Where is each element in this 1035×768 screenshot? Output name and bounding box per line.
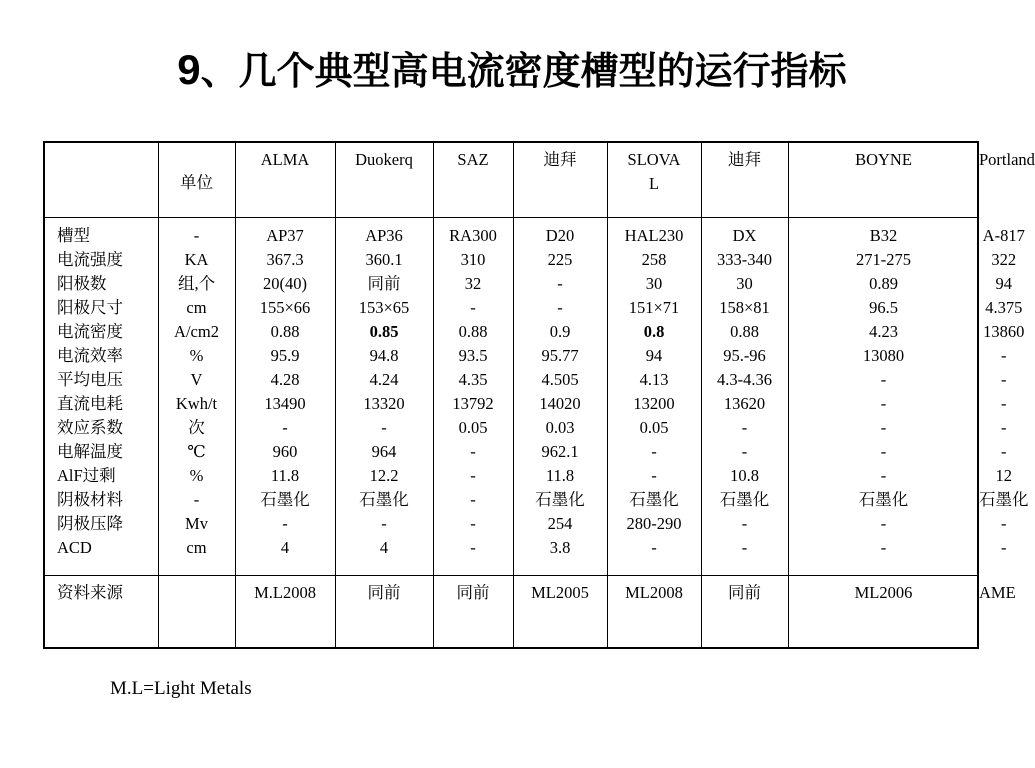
data-value: -	[1001, 538, 1007, 557]
source-text: 同前	[456, 583, 490, 602]
data-value: -	[880, 514, 887, 533]
data-value: -	[282, 418, 288, 437]
data-value: 14020	[539, 394, 581, 413]
cell-text: 单位	[180, 173, 213, 192]
data-value: 360.1	[365, 250, 403, 269]
data-value: 石墨化	[535, 490, 585, 509]
data-value: 石墨化	[719, 490, 770, 509]
data-value: 4.13	[639, 370, 669, 389]
data-column	[335, 224, 433, 560]
data-value: 12	[995, 466, 1012, 485]
data-value: -	[470, 490, 476, 509]
header-text: Portland	[979, 150, 1035, 169]
data-value: 13792	[452, 394, 494, 413]
data-value: 3.8	[549, 538, 571, 557]
source-label	[57, 581, 158, 605]
data-value: 95.-96	[723, 346, 766, 365]
data-value: 96.5	[869, 298, 898, 317]
row-label: 直流电耗	[57, 394, 123, 413]
data-value: 石墨化	[979, 490, 1029, 509]
data-value: 367.3	[266, 250, 304, 269]
header-column	[513, 148, 607, 172]
row-label: 效应系数	[57, 418, 123, 437]
data-value: 30	[736, 274, 753, 293]
data-value: 4.24	[369, 370, 399, 389]
row-label: 平均电压	[57, 370, 123, 389]
data-value: 4.505	[541, 370, 579, 389]
data-column	[513, 224, 607, 560]
row-label: 电流效率	[57, 346, 123, 365]
row-labels	[57, 224, 158, 560]
data-value: 12.2	[369, 466, 399, 485]
data-value: 153×65	[358, 298, 410, 317]
title-text: 几个典型高电流密度槽型的运行指标	[238, 49, 847, 93]
data-value: -	[557, 274, 563, 293]
data-value: 95.9	[270, 346, 300, 365]
data-value: 94.8	[369, 346, 399, 365]
data-value: 280-290	[626, 514, 682, 533]
unit-text: cm	[186, 298, 207, 317]
data-value: 322	[991, 250, 1017, 269]
source-value	[513, 581, 607, 605]
data-value: 30	[645, 274, 663, 293]
row-label: 阳极尺寸	[57, 298, 123, 317]
data-value: AP36	[365, 226, 403, 245]
data-value: -	[651, 538, 657, 557]
data-value: 0.88	[730, 322, 759, 341]
header-column	[335, 148, 433, 172]
row-label: 阳极数	[57, 274, 107, 293]
data-value: 石墨化	[359, 490, 409, 509]
unit-text: KA	[184, 250, 209, 269]
row-label: 电流强度	[57, 250, 123, 269]
data-value: 254	[547, 514, 573, 533]
data-value: 10.8	[730, 466, 759, 485]
header-text: L	[648, 174, 660, 193]
unit-text: -	[193, 226, 200, 245]
source-value	[979, 581, 1016, 605]
data-value: 962.1	[541, 442, 579, 461]
row-label: AlF过剩	[57, 466, 116, 485]
data-value: 13860	[983, 322, 1025, 341]
source-text: AME	[979, 583, 1016, 602]
unit-text: A/cm2	[174, 322, 219, 341]
data-value: 11.8	[270, 466, 300, 485]
source-text: 同前	[367, 583, 401, 602]
data-value: 20(40)	[263, 274, 307, 293]
data-value: 13490	[264, 394, 306, 413]
unit-text: ℃	[187, 442, 206, 461]
data-value: 0.89	[869, 274, 898, 293]
data-value: -	[741, 514, 748, 533]
source-value	[701, 581, 788, 605]
data-value: 333-340	[717, 250, 772, 269]
header-column	[433, 148, 513, 172]
data-value: -	[381, 418, 387, 437]
data-value: DX	[732, 226, 757, 245]
header-column	[788, 148, 979, 172]
source-value	[335, 581, 433, 605]
data-column	[607, 224, 701, 560]
header-text: 迪拜	[728, 150, 761, 169]
data-value: -	[470, 514, 476, 533]
title-number: 9	[177, 46, 201, 93]
data-column	[433, 224, 513, 560]
header-text: SAZ	[457, 150, 489, 169]
data-column	[788, 224, 979, 560]
data-value: 11.8	[545, 466, 575, 485]
data-value: -	[880, 538, 887, 557]
data-value: 310	[460, 250, 486, 269]
data-value: 960	[272, 442, 298, 461]
data-value: 0.88	[270, 322, 300, 341]
slide-title	[0, 40, 1024, 101]
row-label: ACD	[57, 538, 92, 557]
data-value: -	[1001, 442, 1007, 461]
header-column	[235, 148, 335, 172]
data-value: A-817	[982, 226, 1025, 245]
data-value: 151×71	[628, 298, 680, 317]
unit-text: %	[189, 346, 204, 365]
data-value: 13200	[633, 394, 675, 413]
source-text: ML2005	[531, 583, 589, 602]
data-value: -	[741, 442, 748, 461]
data-value: 0.05	[639, 418, 669, 437]
footnote: M.L=Light Metals	[110, 678, 252, 699]
unit-text: 组,个	[177, 274, 216, 293]
data-value: -	[651, 442, 657, 461]
source-value	[433, 581, 513, 605]
data-value: 4.23	[869, 322, 898, 341]
data-value: -	[1001, 370, 1007, 389]
unit-text: cm	[186, 538, 207, 557]
row-label: 阴极压降	[57, 514, 123, 533]
data-value: -	[1001, 514, 1007, 533]
data-value: 225	[547, 250, 573, 269]
unit-text: -	[193, 490, 200, 509]
data-value: 0.88	[458, 322, 488, 341]
data-value: 4.28	[270, 370, 300, 389]
data-column	[235, 224, 335, 560]
data-value: RA300	[449, 226, 497, 245]
data-value: 964	[371, 442, 397, 461]
data-value: 0.9	[549, 322, 571, 341]
data-value: 0.85	[369, 322, 399, 341]
data-value: -	[880, 442, 887, 461]
source-value	[607, 581, 701, 605]
header-text: BOYNE	[855, 150, 912, 169]
data-value: AP37	[266, 226, 304, 245]
data-value: -	[470, 466, 476, 485]
source-text: M.L2008	[254, 583, 316, 602]
data-value: -	[880, 466, 887, 485]
data-value: -	[381, 514, 387, 533]
data-value: 94	[995, 274, 1012, 293]
source-value	[235, 581, 335, 605]
unit-text: V	[190, 370, 203, 389]
header-text: SLOVA	[627, 150, 681, 169]
data-value: 同前	[367, 274, 401, 293]
data-value: 4.35	[458, 370, 488, 389]
data-value: -	[741, 418, 748, 437]
row-divider	[45, 217, 977, 218]
data-value: -	[880, 394, 887, 413]
unit-text: %	[189, 466, 204, 485]
data-value: 4	[280, 538, 290, 557]
row-label: 电解温度	[57, 442, 123, 461]
data-value: 94	[645, 346, 663, 365]
unit-text: 次	[188, 418, 205, 437]
header-column	[979, 148, 1035, 172]
row-divider	[45, 575, 977, 576]
data-value: D20	[545, 226, 575, 245]
header-column	[607, 148, 701, 196]
data-value: -	[880, 370, 887, 389]
data-value: -	[1001, 394, 1007, 413]
data-value: -	[1001, 346, 1007, 365]
source-text: ML2008	[625, 583, 683, 602]
row-label: 槽型	[57, 226, 90, 245]
row-label: 电流密度	[57, 322, 123, 341]
data-value: -	[282, 514, 288, 533]
data-value: HAL230	[624, 226, 684, 245]
header-text: ALMA	[260, 150, 310, 169]
data-value: 158×81	[719, 298, 770, 317]
row-label: 阴极材料	[57, 490, 123, 509]
data-value: 93.5	[458, 346, 488, 365]
unit-text: Kwh/t	[175, 394, 218, 413]
data-value: -	[470, 298, 476, 317]
data-value: 石墨化	[858, 490, 909, 509]
data-value: 4.375	[985, 298, 1023, 317]
header-text: Duokerq	[355, 150, 413, 169]
data-table	[43, 141, 1035, 649]
data-value: 石墨化	[629, 490, 679, 509]
data-value: 0.03	[545, 418, 575, 437]
data-value: -	[741, 538, 748, 557]
header-column	[701, 148, 788, 172]
data-value: 石墨化	[260, 490, 310, 509]
header-text: 迪拜	[543, 150, 577, 169]
data-value: 95.77	[541, 346, 579, 365]
data-value: -	[880, 418, 887, 437]
unit-text: Mv	[185, 514, 208, 533]
source-text: ML2006	[854, 583, 913, 602]
title-separator: 、	[200, 49, 239, 93]
data-value: 155×66	[259, 298, 311, 317]
data-value: 13320	[363, 394, 405, 413]
data-value: 4	[379, 538, 389, 557]
data-value: 258	[641, 250, 667, 269]
data-value: -	[470, 538, 476, 557]
data-value: 13620	[723, 394, 766, 413]
source-value	[788, 581, 979, 605]
data-value: 13080	[862, 346, 905, 365]
data-value: 32	[464, 274, 482, 293]
data-value: 0.05	[458, 418, 488, 437]
header-unit	[158, 171, 235, 195]
data-value: B32	[869, 226, 898, 245]
source-text: 同前	[728, 583, 761, 602]
data-value: -	[557, 298, 563, 317]
units-column	[158, 224, 235, 560]
data-value: 271-275	[856, 250, 911, 269]
data-column	[979, 224, 1029, 560]
data-value: -	[470, 442, 476, 461]
data-value: 0.8	[643, 322, 665, 341]
data-value: 4.3-4.36	[717, 370, 772, 389]
cell-text: 资料来源	[57, 583, 123, 602]
data-value: -	[1001, 418, 1007, 437]
data-value: -	[651, 466, 657, 485]
data-column	[701, 224, 788, 560]
